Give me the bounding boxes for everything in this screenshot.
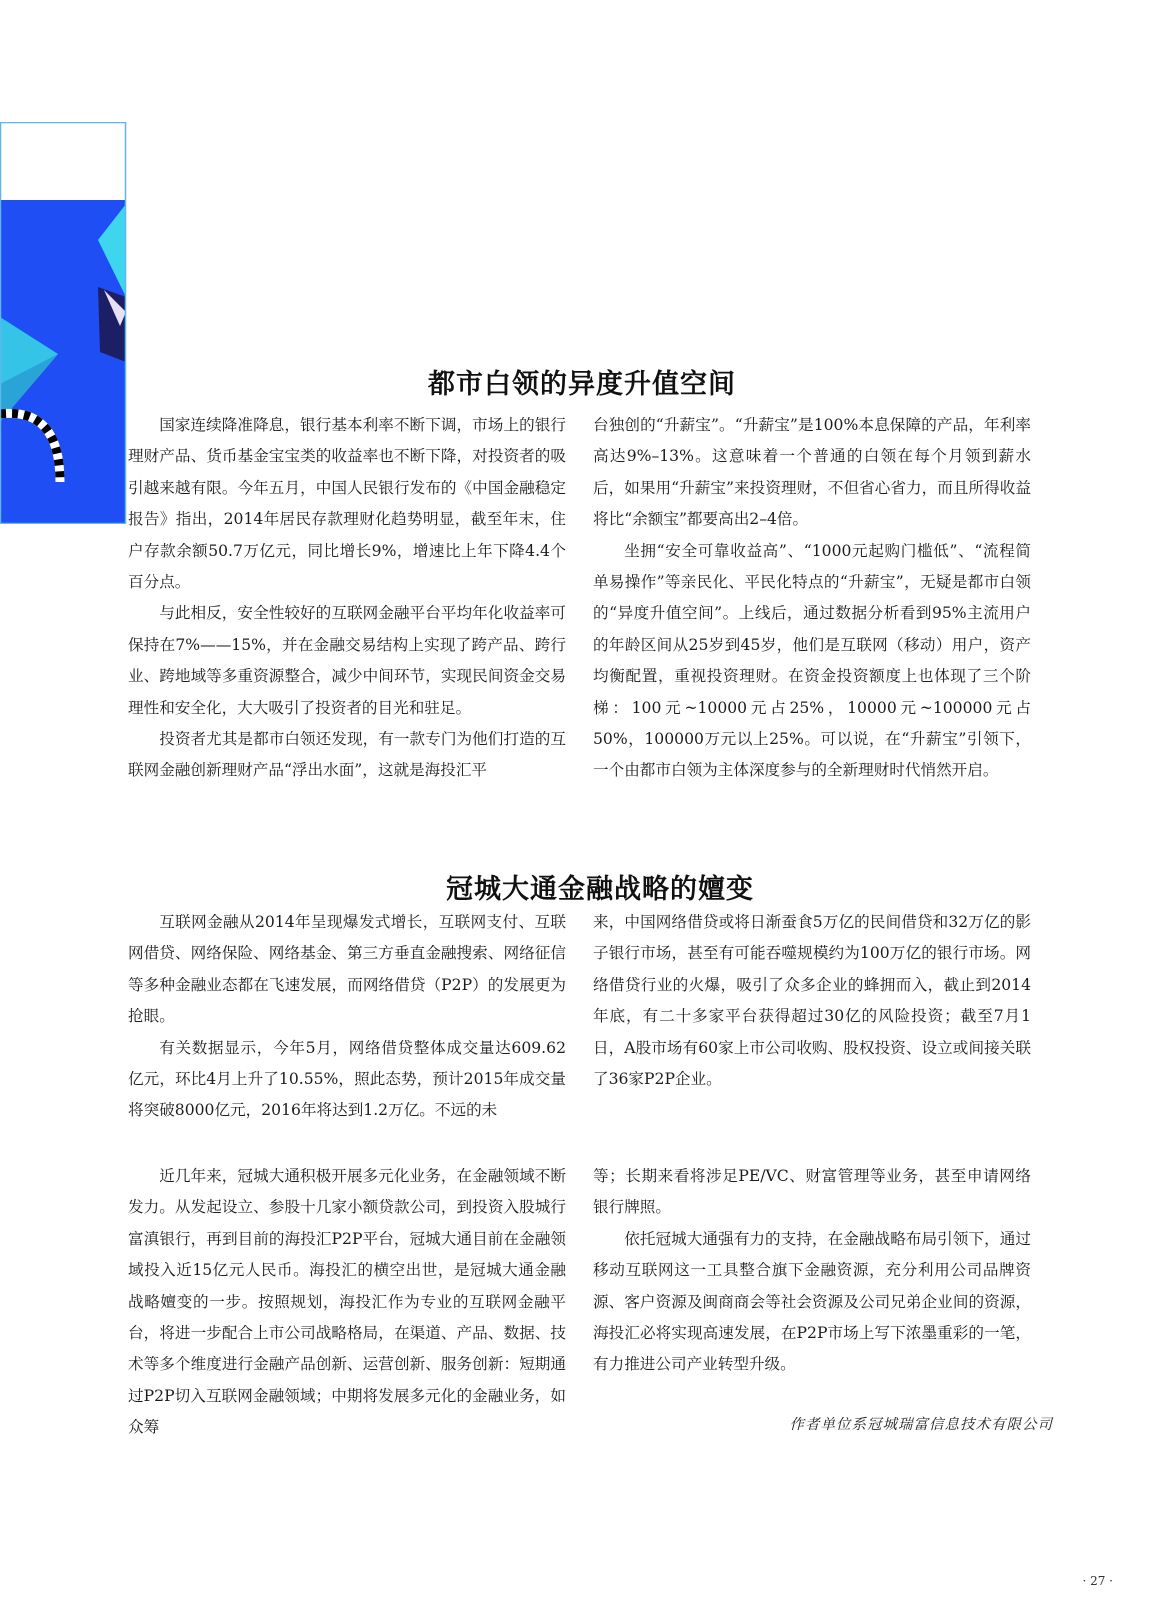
paragraph: 近几年来，冠城大通积极开展多元化业务，在金融领域不断发力。从发起设立、参股十几家小额贷款公司，到投资入股城行富滇银行，再到目前的海投汇P2P平台，冠城大通目前在金融领域投入近15亿元人民币。海投汇的横空出世，是冠城大通金融战略嬗变的一步。按照规划，海投汇作为专业的互联网金融平台，将进一步配合上市公司战略格局，在渠道、产品、数据、技术等多个维度进行金融产品创新、运营创新、服务创新：短期通过P2P切入互联网金融领域；中期将发展多元化的金融业务，如众筹: [128, 1167, 566, 1437]
section1-left-column: [128, 410, 566, 787]
section1-title: 都市白领的异度升值空间: [428, 369, 736, 400]
paragraph: 有关数据显示，今年5月，网络借贷整体成交量达609.62亿元，环比4月上升了10.55%，照此态势，预计2015年成交量将突破8000亿元，2016年将达到1.2万亿。不远的未: [128, 1038, 566, 1120]
section2-right-column-continued: [593, 1161, 1031, 1381]
section2-right-column: [593, 907, 1031, 1095]
paragraph: 来，中国网络借贷或将日渐蚕食5万亿的民间借贷和32万亿的影子银行市场，甚至有可能吞噬规模约为100万亿的银行市场。网络借贷行业的火爆，吸引了众多企业的蜂拥而入，截止到2014年底，有二十多家平台获得超过30亿的风险投资；截至7月1日，A股市场有60家上市公司收购、股权投资、设立或间接关联了36家P2P企业。: [593, 913, 1031, 1089]
page-number: · 27 ·: [1082, 1574, 1113, 1588]
paragraph: 国家连续降准降息，银行基本利率不断下调，市场上的银行理财产品、货币基金宝宝类的收益率也不断下降，对投资者的吸引越来越有限。今年五月，中国人民银行发布的《中国金融稳定报告》指出，2014年居民存款理财化趋势明显，截至年末，住户存款余额50.7万亿元，同比增长9%，增速比上年下降4.4个百分点。: [128, 416, 566, 592]
section2-left-column-continued: [128, 1161, 566, 1444]
paragraph: 等；长期来看将涉足PE/VC、财富管理等业务，甚至申请网络银行牌照。: [593, 1167, 1031, 1217]
paragraph: 依托冠城大通强有力的支持，在金融战略布局引领下，通过移动互联网这一工具整合旗下金融资源，充分利用公司品牌资源、客户资源及闽商商会等社会资源及公司兄弟企业间的资源，海投汇必将实现高速发展，在P2P市场上写下浓墨重彩的一笔，有力推进公司产业转型升级。: [593, 1229, 1031, 1374]
paragraph: 投资者尤其是都市白领还发现，有一款专门为他们打造的互联网金融创新理财产品“浮出水面”，这就是海投汇平: [128, 730, 566, 780]
author-credit: 作者单位系冠城瑞富信息技术有限公司: [789, 1417, 1053, 1433]
paragraph: 与此相反，安全性较好的互联网金融平台平均年化收益率可保持在7%——15%，并在金融交易结构上实现了跨产品、跨行业、跨地域等多重资源整合，减少中间环节，实现民间资金交易理性和安全化，大大吸引了投资者的目光和驻足。: [128, 604, 566, 717]
decorative-illustration: [0, 122, 128, 524]
section1-right-column: [593, 410, 1031, 787]
illustration-graphic: [0, 122, 128, 524]
section2-title: 冠城大通金融战略的嬗变: [446, 874, 754, 905]
paragraph: 互联网金融从2014年呈现爆发式增长，互联网支付、互联网借贷、网络保险、网络基金、第三方垂直金融搜索、网络征信等多种金融业态都在飞速发展，而网络借贷（P2P）的发展更为抢眼。: [128, 913, 566, 1026]
paragraph: 坐拥“安全可靠收益高”、“1000元起购门槛低”、“流程简单易操作”等亲民化、平民化特点的“升薪宝”，无疑是都市白领的“异度升值空间”。上线后，通过数据分析看到95%主流用户的年龄区间从25岁到45岁，他们是互联网（移动）用户，资产均衡配置，重视投资理财。在资金投资额度上也体现了三个阶梯：100元~10000元占25%，10000元~100000元占50%，100000万元以上25%。可以说，在“升薪宝”引领下，一个由都市白领为主体深度参与的全新理财时代悄然开启。: [593, 541, 1031, 780]
paragraph: 台独创的“升薪宝”。“升薪宝”是100%本息保障的产品，年利率高达9%–13%。这意味着一个普通的白领在每个月领到薪水后，如果用“升薪宝”来投资理财，不但省心省力，而且所得收益将比“余额宝”都要高出2–4倍。: [593, 416, 1031, 529]
section2-left-column: [128, 907, 566, 1127]
